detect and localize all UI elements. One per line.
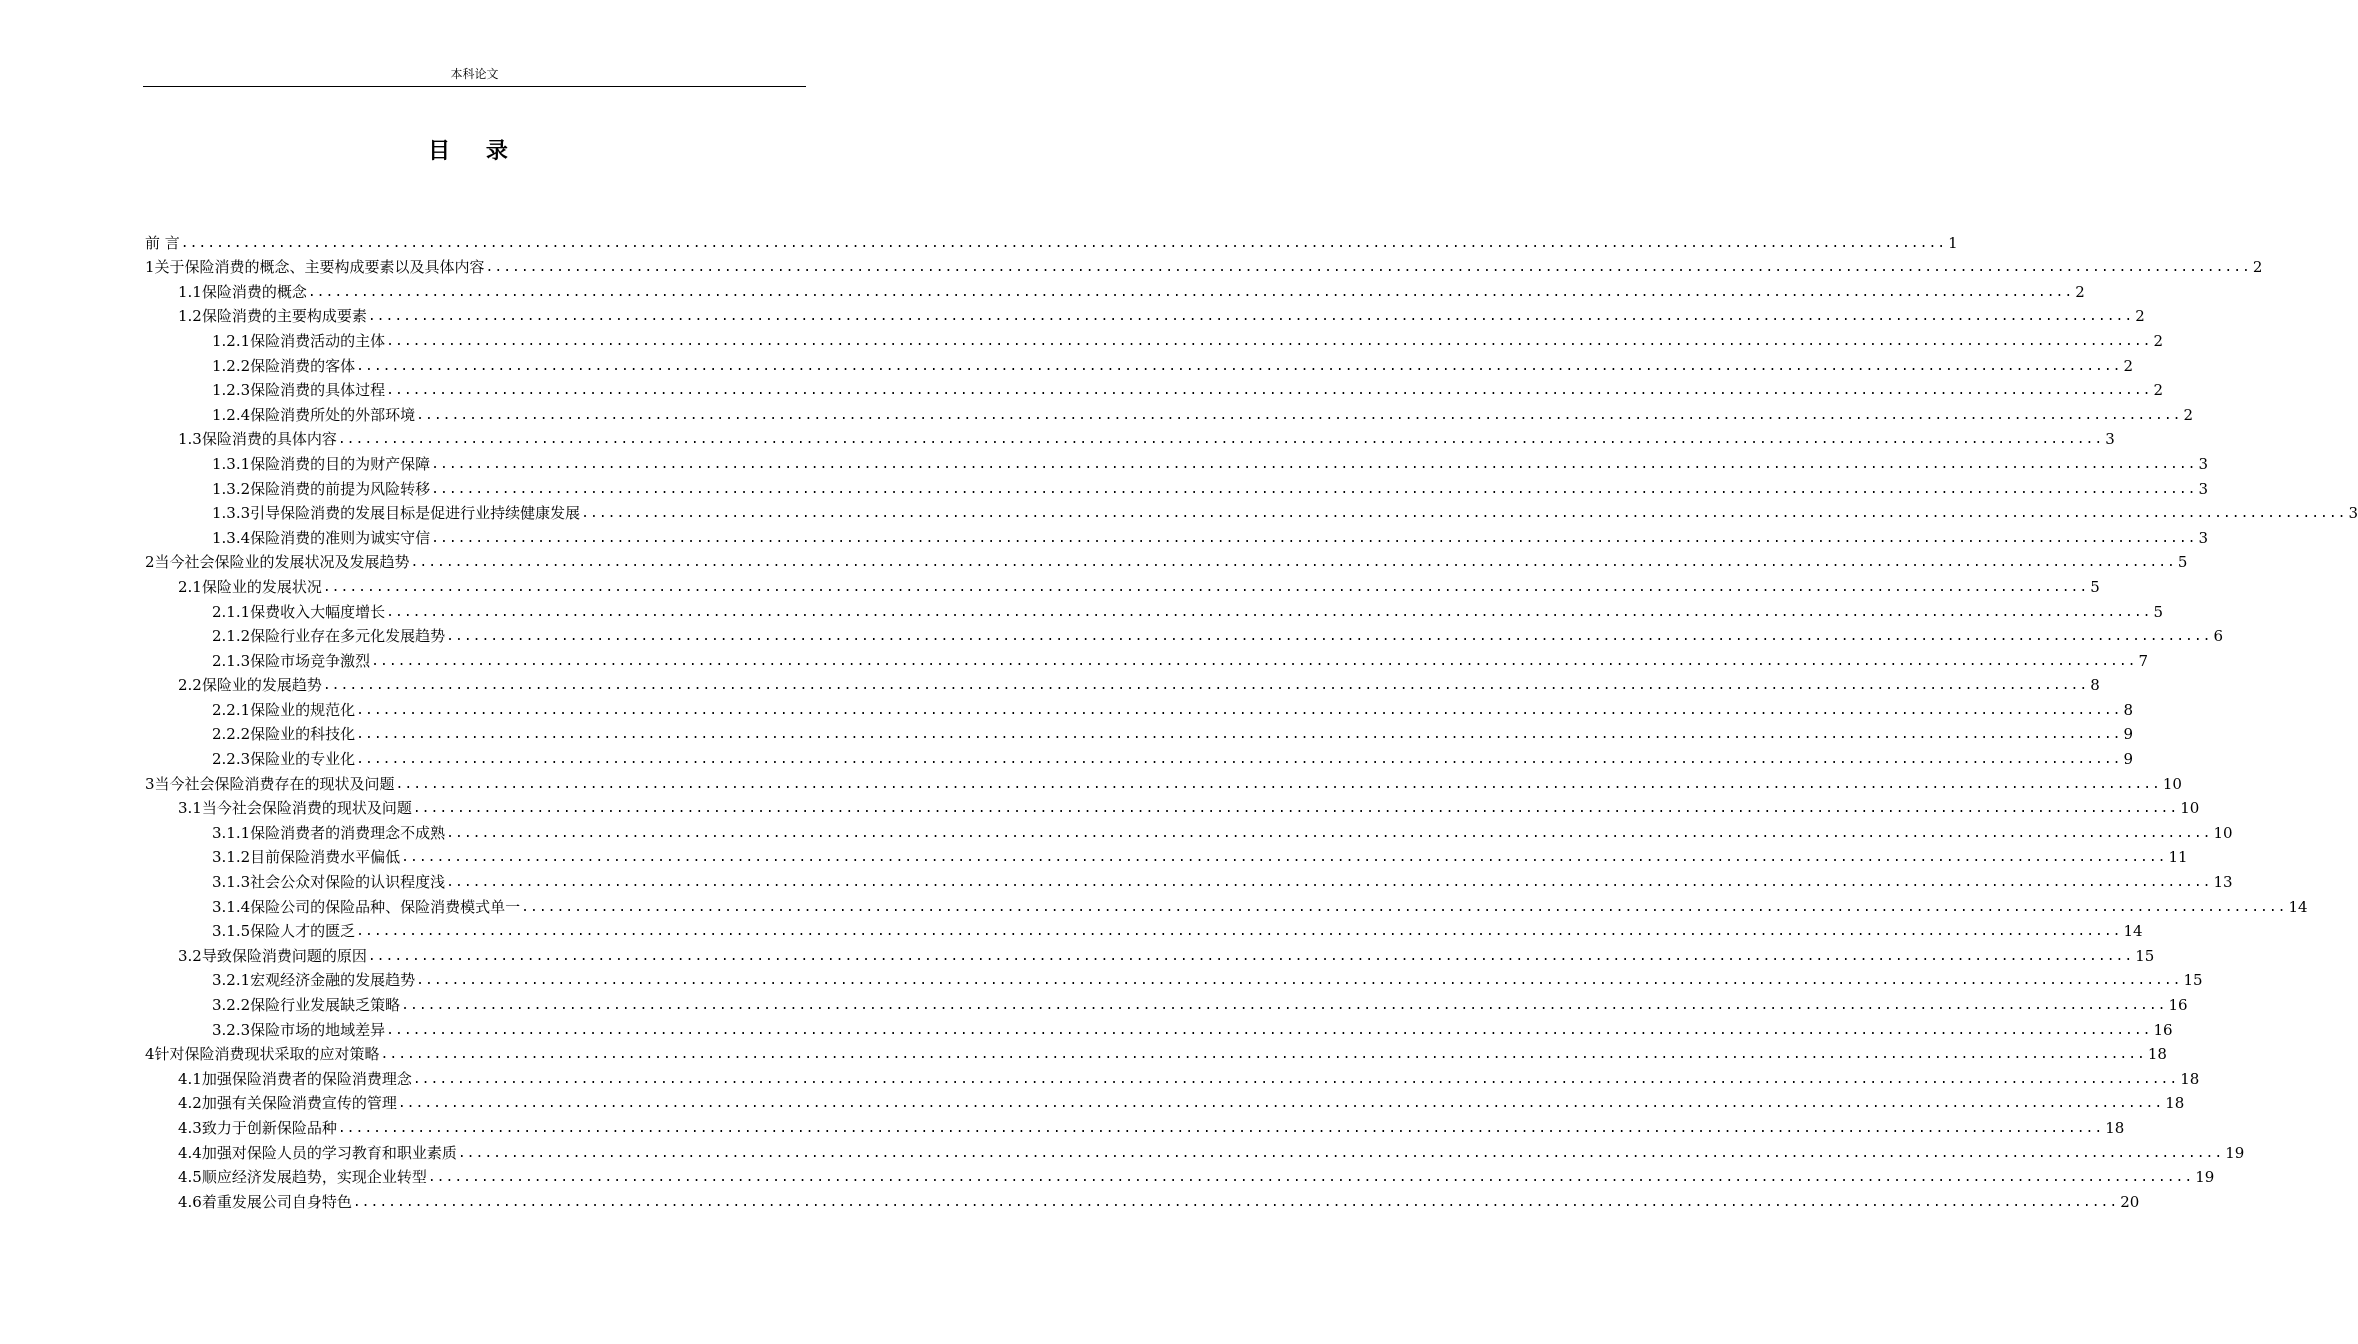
toc-entry[interactable] [145,547,2188,572]
toc-entry-label: 3.1.5保险人才的匮乏 [212,922,356,941]
toc-entry-page: 8 [2123,700,2134,719]
toc-entry-page: 9 [2123,750,2134,769]
toc-leader-dots: ........................................................................................................................................................................................................ [401,998,2167,1013]
toc-entry-label: 2.2.3保险业的专业化 [212,750,356,769]
toc-entry[interactable] [145,571,2100,596]
toc-leader-dots: ........................................................................................................................................................................................................ [322,579,2089,595]
toc-entry[interactable] [145,399,2194,424]
toc-leader-dots: ........................................................................................................................................................................................................ [412,801,2179,817]
toc-entry-page: 2 [2153,331,2164,350]
toc-entry[interactable] [145,301,2145,326]
toc-entry-label: 3.2.1宏观经济金融的发展趋势 [212,971,416,990]
toc-entry[interactable] [145,252,2263,277]
toc-leader-dots: ........................................................................................................................................................................................................ [322,678,2089,694]
toc-entry-label: 4.1加强保险消费者的保险消费理念 [178,1069,412,1088]
toc-entry[interactable] [145,522,2209,547]
toc-entry-page: 9 [2123,725,2134,744]
toc-entry-page: 5 [2090,577,2100,596]
toc-leader-dots: ........................................................................................................................................................................................................ [581,506,2347,522]
toc-entry-label: 3.2导致保险消费问题的原因 [178,946,367,965]
toc-entry-label: 2.2.1保险业的规范化 [212,700,356,719]
toc-entry-label: 3.1.4保险公司的保险品种、保险消费模式单一 [212,897,521,916]
toc-entry-label: 4针对保险消费现状采取的应对策略 [145,1045,380,1064]
toc-entry[interactable] [145,842,2188,867]
toc-entry-label: 2.2保险业的发展趋势 [178,676,322,695]
toc-leader-dots: ........................................................................................................................................................................................................ [386,604,2152,620]
toc-leader-dots: ........................................................................................................................................................................................................ [371,653,2137,669]
toc-leader-dots: ........................................................................................................................................................................................................ [410,555,2176,571]
toc-entry-label: 2.2.2保险业的科技化 [212,725,356,744]
toc-leader-dots: ........................................................................................................................................................................................................ [446,825,2212,841]
toc-entry-label: 2.1.2保险行业存在多元化发展趋势 [212,627,446,646]
header-text: 本科论文 [450,67,499,81]
toc-entry[interactable] [145,596,2164,621]
toc-entry-page: 6 [2213,627,2224,646]
toc-entry-label: 1.3.3引导保险消费的发展目标是促进行业持续健康发展 [212,504,581,523]
toc-leader-dots: ........................................................................................................................................................................................................ [337,432,2104,448]
toc-entry-page: 3 [2198,528,2209,547]
toc-entry-page: 13 [2213,873,2233,892]
toc-entry-page: 2 [2153,381,2164,400]
toc-entry-label: 1.2.2保险消费的客体 [212,356,356,375]
toc-entry-page: 5 [2153,602,2164,621]
toc-entry-page: 15 [2135,946,2155,965]
toc-leader-dots: ........................................................................................................................................................................................................ [367,309,2134,325]
toc-entry[interactable] [145,227,1958,252]
toc-entry-page: 18 [2180,1069,2200,1088]
toc-entry[interactable] [145,276,2085,301]
toc-entry-page: 3 [2348,504,2358,523]
toc-entry-page: 10 [2162,774,2182,793]
toc-entry-label: 1.2.3保险消费的具体过程 [212,381,386,400]
toc-entry-label: 2.1.3保险市场竞争激烈 [212,651,371,670]
toc-entry[interactable] [145,1014,2173,1039]
toc-entry[interactable] [145,891,2308,916]
toc-leader-dots: ........................................................................................................................................................................................................ [457,1145,2224,1161]
toc-leader-dots: ........................................................................................................................................................................................................ [337,1120,2104,1136]
toc-entry[interactable] [145,965,2203,990]
toc-entry[interactable] [145,670,2100,695]
toc-entry-page: 20 [2120,1192,2140,1211]
toc-leader-dots: ........................................................................................................................................................................................................ [386,383,2152,399]
toc-entry[interactable] [145,719,2134,744]
page-header [143,66,806,87]
toc-entry[interactable] [145,866,2233,892]
toc-entry-label: 1关于保险消费的概念、主要构成要素以及具体内容 [145,258,485,277]
toc-entry-label: 1.3.2保险消费的前提为风险转移 [212,479,431,498]
toc-leader-dots: ........................................................................................................................................................................................................ [446,875,2212,891]
toc-leader-dots: ........................................................................................................................................................................................................ [431,530,2197,546]
toc-leader-dots: ........................................................................................................................................................................................................ [397,1096,2164,1112]
toc-entry[interactable] [145,1112,2125,1137]
toc-entry[interactable] [145,473,2209,498]
toc-leader-dots: ........................................................................................................................................................................................................ [416,407,2182,423]
toc-entry-page: 10 [2213,823,2233,842]
toc-leader-dots: ........................................................................................................................................................................................................ [401,850,2167,866]
toc-entry-page: 3 [2198,454,2209,473]
toc-entry-page: 2 [2135,307,2145,326]
toc-entry-page: 18 [2165,1094,2185,1113]
toc-entry-page: 16 [2153,1020,2173,1039]
toc-entry-label: 前 言 [145,233,180,252]
toc-entry[interactable] [145,940,2155,965]
toc-leader-dots: ........................................................................................................................................................................................................ [485,260,2251,276]
toc-entry-label: 2当今社会保险业的发展状况及发展趋势 [145,553,410,572]
toc-leader-dots: ........................................................................................................................................................................................................ [395,776,2161,792]
toc-entry[interactable] [145,621,2224,646]
toc-entry[interactable] [145,793,2200,818]
toc-entry[interactable] [145,448,2209,473]
toc-entry[interactable] [145,817,2233,842]
toc-entry-page: 15 [2183,971,2203,990]
toc-entry-label: 3.2.2保险行业发展缺乏策略 [212,996,401,1014]
toc-leader-dots: ........................................................................................................................................................................................................ [521,899,2287,915]
toc-entry-label: 2.1保险业的发展状况 [178,577,322,596]
toc-entry-page: 2 [2123,356,2134,375]
toc-entry[interactable] [145,768,2182,793]
toc-entry-page: 3 [2105,430,2115,449]
toc-entry[interactable] [145,1039,2167,1064]
toc-leader-dots: ........................................................................................................................................................................................................ [356,702,2122,718]
toc-entry[interactable] [145,1137,2245,1162]
toc-entry[interactable] [145,424,2115,449]
toc-entry[interactable] [145,989,2188,1014]
toc-entry-label: 1.3.4保险消费的准则为诚实守信 [212,528,431,547]
toc-entry[interactable] [145,325,2164,350]
toc-leader-dots: ........................................................................................................................................................................................................ [386,333,2152,349]
toc-entry-label: 1.2.4保险消费所处的外部环境 [212,405,416,424]
toc-entry[interactable] [145,916,2143,941]
toc-entry-label: 4.5顺应经济发展趋势，实现企业转型 [178,1168,427,1187]
toc-entry[interactable] [145,743,2134,769]
toc-entry-label: 3当今社会保险消费存在的现状及问题 [145,774,395,793]
toc-leader-dots: ........................................................................................................................................................................................................ [352,1194,2119,1210]
toc-entry[interactable] [145,645,2149,670]
toc-entry[interactable] [145,1088,2185,1113]
toc-entry-label: 1.1保险消费的概念 [178,282,307,301]
toc-entry-label: 2.1.1保费收入大幅度增长 [212,602,386,621]
toc-entry-page: 5 [2177,553,2188,572]
toc-entry[interactable] [145,350,2134,375]
toc-leader-dots: ........................................................................................................................................................................................................ [356,924,2122,940]
toc-leader-dots: ........................................................................................................................................................................................................ [431,481,2197,497]
toc-entry-page: 19 [2195,1168,2215,1187]
toc-entry-label: 4.3致力于创新保险品种 [178,1118,337,1137]
toc-entry-page: 2 [2183,405,2194,424]
toc-entry-page: 18 [2105,1118,2125,1137]
toc-entry-page: 1 [1948,233,1958,252]
toc-entry-label: 1.2保险消费的主要构成要素 [178,307,367,326]
toc-entry-page: 8 [2090,676,2100,695]
toc-leader-dots: ........................................................................................................................................................................................................ [412,1071,2179,1087]
toc-entry-label: 3.1.1保险消费者的消费理念不成熟 [212,823,446,842]
toc-entry-page: 2 [2075,282,2085,301]
toc-entry-label: 4.6着重发展公司自身特色 [178,1192,352,1211]
toc-leader-dots: ........................................................................................................................................................................................................ [356,358,2122,374]
table-of-contents [145,227,2358,1211]
toc-entry-page: 7 [2138,651,2149,670]
toc-entry-label: 3.1当今社会保险消费的现状及问题 [178,799,412,818]
toc-entry-page: 16 [2168,996,2188,1014]
toc-leader-dots: ........................................................................................................................................................................................................ [380,1047,2146,1063]
toc-entry-label: 3.1.3社会公众对保险的认识程度浅 [212,873,446,892]
toc-entry-label: 4.4加强对保险人员的学习教育和职业素质 [178,1143,457,1162]
toc-entry-page: 10 [2180,799,2200,818]
toc-entry-page: 2 [2252,258,2263,277]
toc-entry-label: 1.2.1保险消费活动的主体 [212,331,386,350]
toc-leader-dots: ........................................................................................................................................................................................................ [356,752,2122,768]
toc-leader-dots: ........................................................................................................................................................................................................ [180,235,1947,251]
toc-leader-dots: ........................................................................................................................................................................................................ [416,973,2182,989]
toc-leader-dots: ........................................................................................................................................................................................................ [427,1170,2194,1186]
toc-title: 目 录 [428,138,522,164]
toc-entry-page: 14 [2123,922,2143,941]
toc-leader-dots: ........................................................................................................................................................................................................ [431,456,2197,472]
toc-leader-dots: ........................................................................................................................................................................................................ [307,284,2074,300]
toc-entry-page: 14 [2288,897,2308,916]
toc-entry[interactable] [145,498,2358,523]
toc-entry[interactable] [145,694,2134,719]
toc-entry-page: 18 [2147,1045,2167,1064]
toc-leader-dots: ........................................................................................................................................................................................................ [386,1022,2152,1038]
toc-entry-page: 19 [2225,1143,2245,1162]
toc-entry-label: 3.1.2目前保险消费水平偏低 [212,848,401,867]
toc-leader-dots: ........................................................................................................................................................................................................ [356,727,2122,743]
toc-entry-label: 3.2.3保险市场的地域差异 [212,1020,386,1039]
toc-entry-page: 3 [2198,479,2209,498]
toc-entry-page: 11 [2168,848,2188,867]
toc-entry-label: 1.3保险消费的具体内容 [178,430,337,449]
toc-entry[interactable] [145,375,2164,400]
toc-leader-dots: ........................................................................................................................................................................................................ [446,629,2212,645]
toc-leader-dots: ........................................................................................................................................................................................................ [367,948,2134,964]
toc-entry[interactable] [145,1186,2140,1211]
toc-entry-label: 4.2加强有关保险消费宣传的管理 [178,1094,397,1113]
toc-entry[interactable] [145,1063,2200,1088]
toc-entry-label: 1.3.1保险消费的目的为财产保障 [212,454,431,473]
toc-entry[interactable] [145,1162,2215,1187]
